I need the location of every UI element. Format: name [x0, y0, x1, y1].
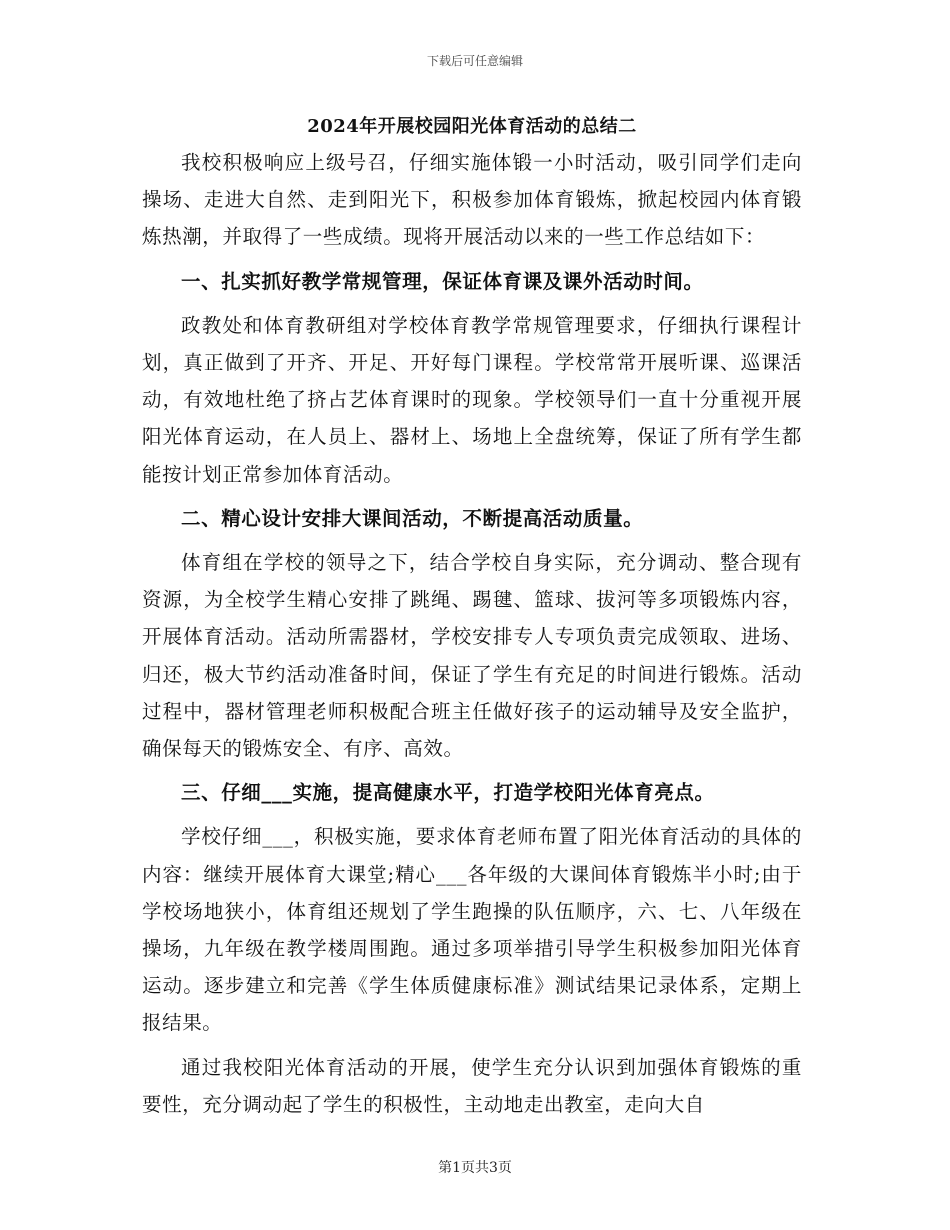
paragraph-gap: [142, 1042, 802, 1049]
section-heading-2: 二、精心设计安排大课间活动，不断提高活动质量。: [181, 506, 644, 530]
paragraph-gap: [142, 256, 802, 263]
document-body: [142, 112, 802, 1123]
section-body-2: 体育组在学校的领导之下，结合学校自身实际，充分调动、整合现有资源，为全校学生精心安排了跳绳、踢毽、篮球、拔河等多项锻炼内容，开展体育活动。活动所需器材，学校安排专人专项负责完成领取、进场、归还，极大节约活动准备时间，保证了学生有充足的时间进行锻炼。活动过程中，器材管理老师积极配合班主任做好孩子的运动辅导及安全监护，确保每天的锻炼安全、有序、高效。: [142, 551, 802, 761]
paragraph-gap: [142, 300, 802, 307]
section-body-3: 学校仔细___，积极实施，要求体育老师布置了阳光体育活动的具体的内容：继续开展体育大课堂;精心___各年级的大课间体育锻炼半小时;由于学校场地狭小，体育组还规划了学生跑操的队伍顺序，六、七、八年级在操场，九年级在教学楼周围跑。通过多项举措引导学生积极参加阳光体育运动。逐步建立和完善《学生体质健康标准》测试结果记录体系，定期上报结果。: [142, 825, 802, 1035]
paragraph-gap: [142, 767, 802, 774]
paragraph-gap: [142, 493, 802, 500]
section-heading-3: 三、仔细___实施，提高健康水平，打造学校阳光体育亮点。: [181, 781, 715, 805]
section-heading-1: 一、扎实抓好教学常规管理，保证体育课及课外活动时间。: [181, 269, 704, 293]
section-body-1: 政教处和体育教研组对学校体育教学常规管理要求，仔细执行课程计划，真正做到了开齐、开足、开好每门课程。学校常常开展听课、巡课活动，有效地杜绝了挤占艺体育课时的现象。学校领导们一直十分重视开展阳光体育运动，在人员上、器材上、场地上全盘统筹，保证了所有学生都能按计划正常参加体育活动。: [142, 313, 802, 486]
intro-paragraph: 我校积极响应上级号召，仔细实施体锻一小时活动，吸引同学们走向操场、走进大自然、走到阳光下，积极参加体育锻炼，掀起校园内体育锻炼热潮，并取得了一些成绩。现将开展活动以来的一些工作总结如下：: [142, 151, 802, 249]
closing-paragraph: 通过我校阳光体育活动的开展，使学生充分认识到加强体育锻炼的重要性，充分调动起了学生的积极性，主动地走出教室，走向大自: [142, 1055, 802, 1116]
document-title: 2024年开展校园阳光体育活动的总结二: [307, 116, 637, 137]
paragraph-gap: [142, 811, 802, 818]
header-note: 下载后可任意编辑: [426, 54, 523, 68]
paragraph-gap: [142, 537, 802, 544]
page-footer: 第1页共3页: [438, 1160, 512, 1176]
